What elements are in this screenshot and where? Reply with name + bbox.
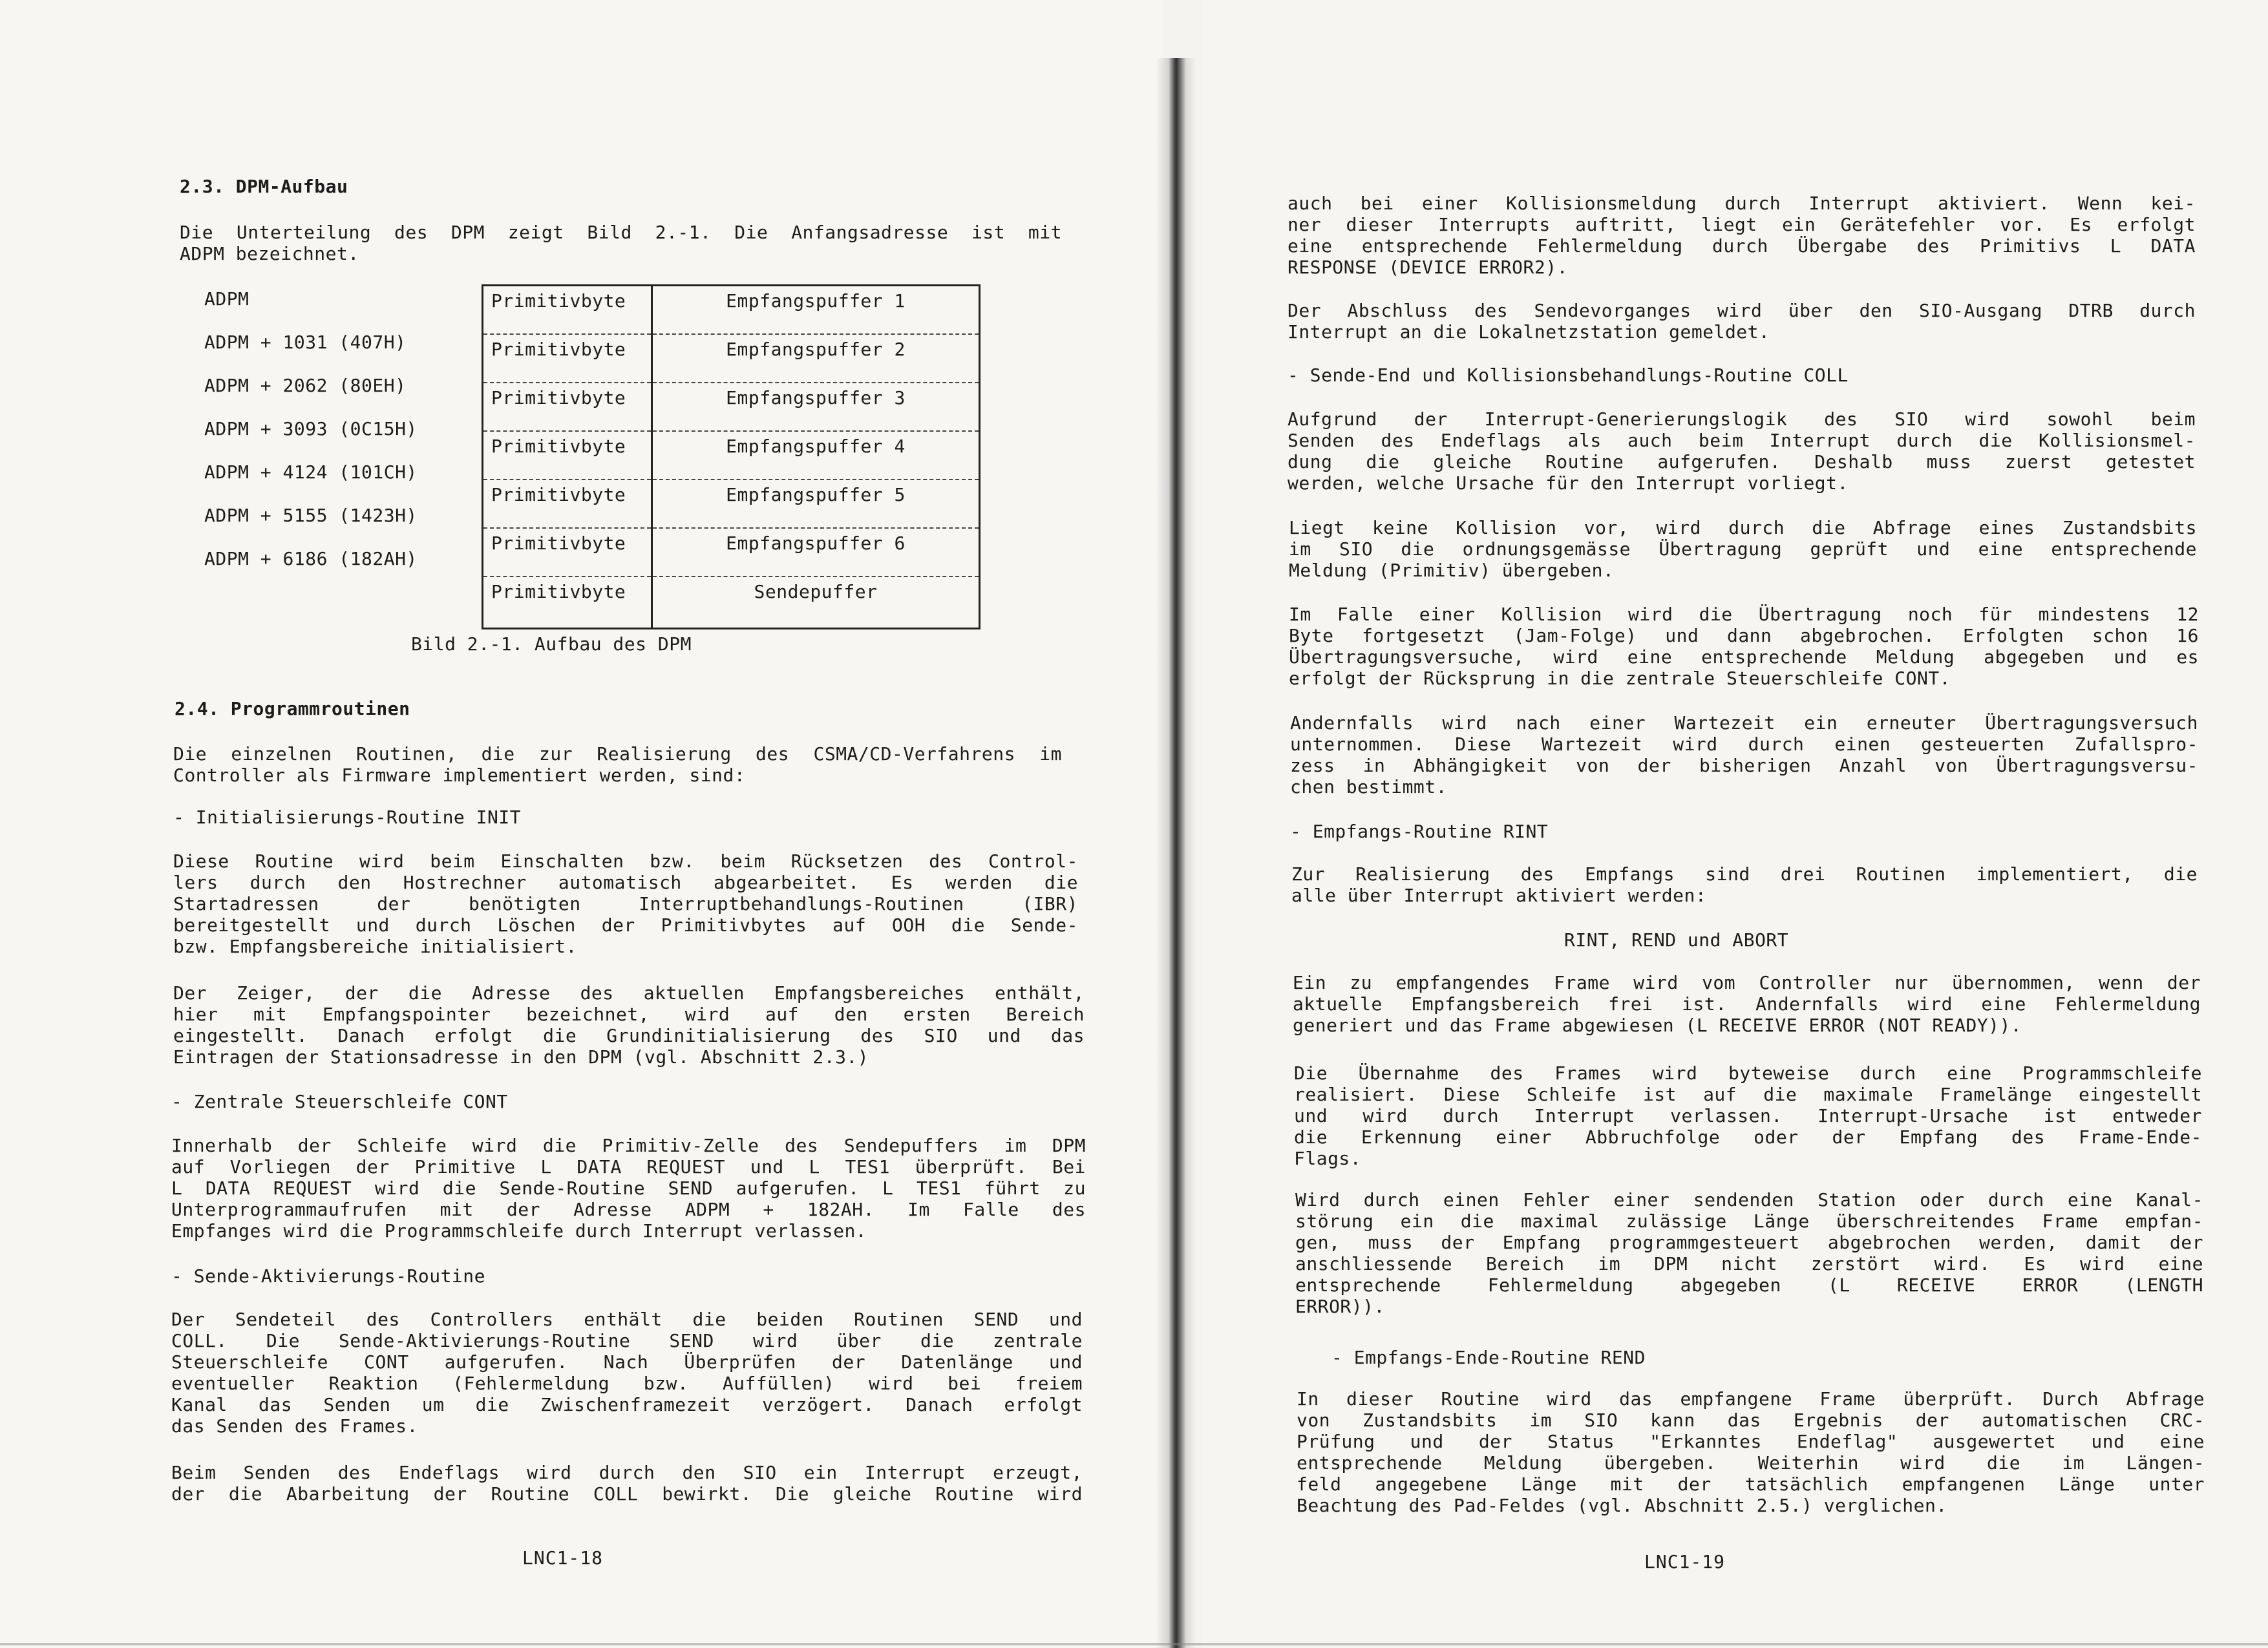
primitive-cell: Primitivbyte: [483, 480, 652, 528]
paragraph-liegt: [1289, 517, 2197, 581]
line: hier mit Empfangspointer bezeichnet, wird auf den ersten Bereich: [173, 1004, 1085, 1025]
paragraph-kollision: [1289, 604, 2199, 689]
primitive-cell: Primitivbyte: [483, 431, 652, 480]
address-label: ADPM + 5155 (1423H): [204, 505, 418, 526]
line: RESPONSE (DEVICE ERROR2).: [1288, 257, 1568, 278]
line: aktuelle Empfangsbereich frei ist. Andernfalls wird eine Fehlermeldung: [1293, 993, 2201, 1015]
line: eine entsprechende Fehlermeldung durch Übergabe des Primitivs L DATA: [1288, 235, 2196, 257]
line: L DATA REQUEST wird die Sende-Routine SEND aufgerufen. L TES1 führt zu: [171, 1178, 1086, 1199]
line: eingestellt. Danach erfolgt die Grundinitialisierung des SIO und das: [173, 1025, 1085, 1046]
line: ner dieser Interrupts auftritt, liegt ein Gerätefehler vor. Es erfolgt: [1288, 214, 2196, 235]
table-row: [483, 431, 980, 480]
buffer-cell: Empfangspuffer 2: [652, 334, 980, 383]
line: ADPM bezeichnet.: [180, 243, 359, 264]
page-number-right: LNC1-19: [1644, 1551, 1726, 1572]
line: das Senden des Frames.: [171, 1415, 418, 1437]
primitive-cell: Primitivbyte: [483, 286, 652, 335]
line: chen bestimmt.: [1290, 776, 1448, 798]
table-row: [483, 334, 980, 383]
line: gen, muss der Empfang programmgesteuert abgebrochen werden, damit der: [1295, 1232, 2203, 1253]
line: Die Unterteilung des DPM zeigt Bild 2.-1. Die Anfangsadresse ist mit: [180, 222, 1062, 243]
primitive-cell: Primitivbyte: [483, 576, 652, 629]
address-label: ADPM + 1031 (407H): [204, 332, 407, 353]
line: Interrupt an die Lokalnetzstation gemeldet.: [1288, 321, 1770, 343]
paragraph-send: [171, 1309, 1083, 1437]
address-label: ADPM + 4124 (101CH): [204, 461, 418, 483]
line: Der Abschluss des Sendevorganges wird über den SIO-Ausgang DTRB durch: [1288, 300, 2196, 321]
line: Aufgrund der Interrupt-Generierungslogik des SIO wird sowohl beim: [1288, 408, 2196, 430]
heading-coll: - Sende-End und Kollisionsbehandlungs-Routine COLL: [1288, 364, 1849, 386]
primitive-cell: Primitivbyte: [483, 334, 652, 383]
line: Byte fortgesetzt (Jam-Folge) und dann abgebrochen. Erfolgten schon 16: [1289, 625, 2199, 646]
address-label: ADPM: [204, 288, 249, 310]
paragraph-cont: [171, 1135, 1086, 1241]
table-row: [483, 480, 980, 528]
line: Empfanges wird die Programmschleife durch Interrupt verlassen.: [171, 1220, 867, 1241]
address-label: ADPM + 3093 (0C15H): [204, 418, 418, 439]
line: Die Übernahme des Frames wird byteweise durch eine Programmschleife: [1294, 1062, 2202, 1084]
line: Unterprogrammaufrufen mit der Adresse ADPM + 182AH. Im Falle des: [171, 1199, 1086, 1220]
line: eventueller Reaktion (Fehlermeldung bzw. Auffüllen) wird bei freiem: [171, 1373, 1083, 1394]
line: feld angegebene Länge mit der tatsächlich empfangenen Länge unter: [1297, 1474, 2205, 1495]
line: COLL. Die Sende-Aktivierungs-Routine SEND wird über die zentrale: [171, 1330, 1083, 1351]
line: anschliessende Bereich im DPM nicht zerstört wird. Es wird eine: [1295, 1253, 2203, 1274]
heading-send: - Sende-Aktivierungs-Routine: [171, 1265, 486, 1287]
primitive-cell: Primitivbyte: [483, 383, 652, 431]
heading-cont: - Zentrale Steuerschleife CONT: [171, 1091, 508, 1112]
line: realisiert. Diese Schleife ist auf die maximale Framelänge eingestellt: [1294, 1084, 2202, 1105]
line: Im Falle einer Kollision wird die Übertragung noch für mindestens 12: [1289, 604, 2199, 625]
line: Eintragen der Stationsadresse in den DPM (vgl. Abschnitt 2.3.): [173, 1046, 869, 1068]
routines-center-line: RINT, REND und ABORT: [1564, 929, 1789, 951]
section-title-programmroutinen: 2.4. Programmroutinen: [175, 698, 410, 719]
paragraph-andernfalls: [1290, 712, 2198, 798]
line: Die einzelnen Routinen, die zur Realisierung des CSMA/CD-Verfahrens im: [173, 743, 1062, 765]
line: zess in Abhängigkeit von der bisherigen Anzahl von Übertragungsversu-: [1290, 755, 2198, 776]
line: Flags.: [1294, 1148, 1362, 1169]
paragraph-zur: [1291, 863, 2198, 906]
line: von Zustandsbits im SIO kann das Ergebnis der automatischen CRC-: [1297, 1410, 2205, 1431]
table-row: [483, 383, 980, 431]
paragraph-endeflag: [171, 1462, 1083, 1505]
line: Meldung (Primitiv) übergeben.: [1289, 560, 1615, 581]
buffer-cell: Empfangspuffer 4: [652, 431, 980, 480]
line: werden, welche Ursache für den Interrupt vorliegt.: [1288, 472, 1849, 494]
line: der die Abarbeitung der Routine COLL bewirkt. Die gleiche Routine wird: [171, 1483, 1083, 1505]
buffer-cell: Empfangspuffer 5: [652, 480, 980, 528]
paragraph-rend: [1297, 1388, 2205, 1516]
buffer-cell: Empfangspuffer 1: [652, 286, 980, 335]
heading-init: - Initialisierungs-Routine INIT: [173, 807, 522, 828]
paragraph-fehler: [1295, 1189, 2203, 1317]
line: und wird durch Interrupt verlassen. Interrupt-Ursache ist entweder: [1294, 1105, 2202, 1126]
line: Steuerschleife CONT aufgerufen. Nach Überprüfen der Datenlänge und: [171, 1351, 1083, 1373]
line: Liegt keine Kollision vor, wird durch die Abfrage eines Zustandsbits: [1289, 517, 2197, 538]
paragraph-uebernahme: [1294, 1062, 2202, 1169]
paragraph-intro: [180, 222, 1062, 264]
line: störung ein die maximal zulässige Länge überschreitendes Frame empfan-: [1295, 1210, 2203, 1232]
paragraph-auch: [1288, 193, 2196, 278]
line: generiert und das Frame abgewiesen (L RECEIVE ERROR (NOT READY)).: [1293, 1015, 2022, 1036]
paragraph-abschluss: [1288, 300, 2196, 343]
line: Startadressen der benötigten Interruptbehandlungs-Routinen (IBR): [173, 893, 1078, 914]
address-label: ADPM + 2062 (80EH): [204, 375, 407, 396]
primitive-cell: Primitivbyte: [483, 528, 652, 576]
buffer-cell: Sendepuffer: [652, 576, 980, 629]
table-row: [483, 528, 980, 576]
line: Senden des Endeflags als auch beim Interrupt durch die Kollisionsmel-: [1288, 430, 2196, 451]
section-title-dpm-aufbau: 2.3. DPM-Aufbau: [180, 176, 348, 197]
line: Beachtung des Pad-Feldes (vgl. Abschnitt 2.5.) verglichen.: [1297, 1495, 1947, 1516]
address-list: [204, 284, 418, 587]
line: entsprechende Fehlermeldung abgegeben (L RECEIVE ERROR (LENGTH: [1295, 1274, 2203, 1296]
line: bereitgestellt und durch Löschen der Primitivbytes auf OOH die Sende-: [173, 914, 1078, 936]
line: Beim Senden des Endeflags wird durch den SIO ein Interrupt erzeugt,: [171, 1462, 1083, 1483]
line: lers durch den Hostrechner automatisch abgearbeitet. Es werden die: [173, 872, 1078, 893]
table-row: [483, 286, 980, 335]
line: auf Vorliegen der Primitive L DATA REQUEST und L TES1 überprüft. Bei: [171, 1156, 1086, 1178]
line: Innerhalb der Schleife wird die Primitiv-Zelle des Sendepuffers im DPM: [171, 1135, 1086, 1156]
line: Kanal das Senden um die Zwischenframezeit verzögert. Danach erfolgt: [171, 1394, 1083, 1415]
line: Der Sendeteil des Controllers enthält die beiden Routinen SEND und: [171, 1309, 1083, 1330]
paragraph-ein: [1293, 972, 2201, 1036]
line: dung die gleiche Routine aufgerufen. Deshalb muss zuerst getestet: [1288, 451, 2196, 472]
line: Der Zeiger, der die Adresse des aktuellen Empfangsbereiches enthält,: [173, 982, 1085, 1004]
line: Ein zu empfangendes Frame wird vom Controller nur übernommen, wenn der: [1293, 972, 2201, 993]
line: Controller als Firmware implementiert werden, sind:: [173, 765, 746, 786]
line: In dieser Routine wird das empfangene Frame überprüft. Durch Abfrage: [1297, 1388, 2205, 1410]
line: ERROR)).: [1295, 1296, 1385, 1317]
line: bzw. Empfangsbereiche initialisiert.: [173, 936, 577, 957]
line: entsprechende Meldung übergeben. Weiterhin wird die im Längen-: [1297, 1452, 2205, 1474]
line: Zur Realisierung des Empfangs sind drei Routinen implementiert, die: [1291, 863, 2198, 885]
line: im SIO die ordnungsgemässe Übertragung geprüft und eine entsprechende: [1289, 538, 2197, 560]
line: Prüfung und der Status "Erkanntes Endeflag" ausgewertet und eine: [1297, 1431, 2205, 1452]
buffer-cell: Empfangspuffer 6: [652, 528, 980, 576]
table-row: [483, 576, 980, 629]
dpm-layout-table: [482, 284, 980, 629]
heading-rend: - Empfangs-Ende-Routine REND: [1331, 1347, 1646, 1368]
line: Wird durch einen Fehler einer sendenden Station oder durch eine Kanal-: [1295, 1189, 2203, 1210]
heading-rint: - Empfangs-Routine RINT: [1290, 821, 1549, 842]
paragraph-init: [173, 850, 1078, 957]
line: Übertragungsversuche, wird eine entsprechende Meldung abgegeben und es: [1289, 646, 2199, 668]
paragraph-zeiger: [173, 982, 1085, 1068]
line: die Erkennung einer Abbruchfolge oder der Empfang des Frame-Ende-: [1294, 1126, 2202, 1148]
line: erfolgt der Rücksprung in die zentrale Steuerschleife CONT.: [1289, 668, 1951, 689]
figure-caption: Bild 2.-1. Aufbau des DPM: [411, 633, 692, 655]
line: Andernfalls wird nach einer Wartezeit ein erneuter Übertragungsversuch: [1290, 712, 2198, 734]
line: auch bei einer Kollisionsmeldung durch Interrupt aktiviert. Wenn kei-: [1288, 193, 2196, 214]
address-label: ADPM + 6186 (182AH): [204, 548, 418, 569]
line: Diese Routine wird beim Einschalten bzw. beim Rücksetzen des Control-: [173, 850, 1078, 872]
page-edge: [0, 1643, 2268, 1645]
buffer-cell: Empfangspuffer 3: [652, 383, 980, 431]
line: unternommen. Diese Wartezeit wird durch einen gesteuerten Zufallspro-: [1290, 734, 2198, 755]
paragraph-aufgrund: [1288, 408, 2196, 494]
page-number-left: LNC1-18: [522, 1547, 604, 1569]
book-gutter: [1157, 58, 1196, 1648]
paragraph-routines: [173, 743, 1062, 786]
line: alle über Interrupt aktiviert werden:: [1291, 885, 1707, 906]
